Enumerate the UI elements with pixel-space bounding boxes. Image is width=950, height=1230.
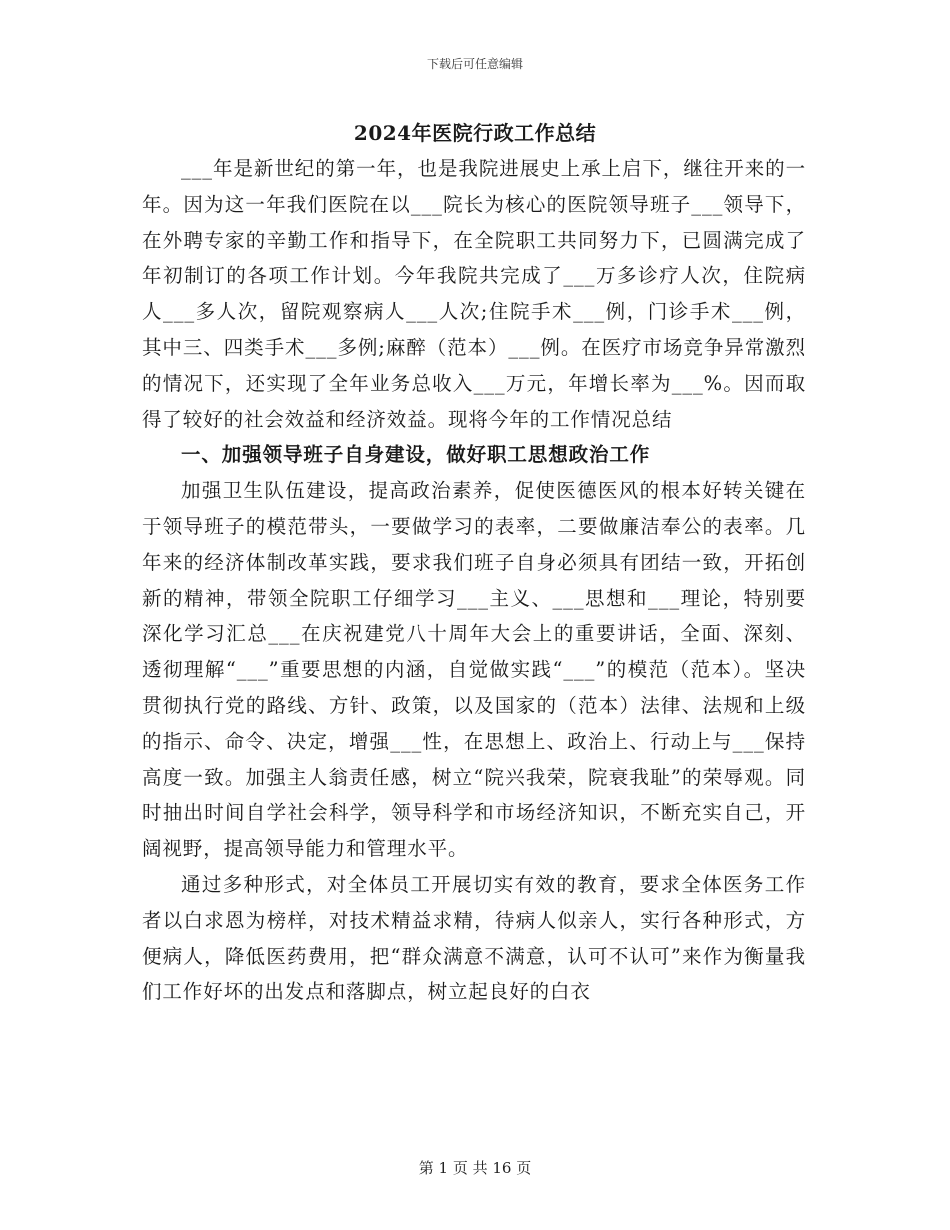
intro-paragraph: ___年是新世纪的第一年，也是我院进展史上承上启下，继往开来的一年。因为这一年我们医院在以___院长为核心的医院领导班子___领导下，在外聘专家的辛勤工作和指导下，在全院职工共同努力下，已圆满完成了年初制订的各项工作计划。今年我院共完成了___万多诊疗人次，住院病人___多人次，留院观察病人___人次;住院手术___例，门诊手术___例，其中三、四类手术___多例;麻醉（范本）___例。在医疗市场竞争异常激烈的情况下，还实现了全年业务总收入___万元，年增长率为___%。因而取得了较好的社会效益和经济效益。现将今年的工作情况总结 xyxy=(142,157,806,431)
section-1-heading: 一、加强领导班子自身建设，做好职工思想政治工作 xyxy=(181,443,651,467)
section-1-paragraph-2: 通过多种形式，对全体员工开展切实有效的教育，要求全体医务工作者以白求恩为榜样，对技术精益求精，待病人似亲人，实行各种形式，方便病人，降低医药费用，把“群众满意不满意，认可不认可”来作为衡量我们工作好坏的出发点和落脚点，树立起良好的白衣 xyxy=(142,872,806,1004)
section-1-paragraph-1: 加强卫生队伍建设，提高政治素养，促使医德医风的根本好转关键在于领导班子的模范带头，一要做学习的表率，二要做廉洁奉公的表率。几年来的经济体制改革实践，要求我们班子自身必须具有团结一致，开拓创新的精神，带领全院职工仔细学习___主义、___思想和___理论，特别要深化学习汇总___在庆祝建党八十周年大会上的重要讲话，全面、深刻、透彻理解“___”重要思想的内涵，自觉做实践“___”的模范（范本）。坚决贯彻执行党的路线、方针、政策，以及国家的（范本）法律、法规和上级的指示、命令、决定，增强___性，在思想上、政治上、行动上与___保持高度一致。加强主人翁责任感，树立“院兴我荣，院衰我耻”的荣辱观。同时抽出时间自学社会科学，领导科学和市场经济知识，不断充实自己，开阔视野，提高领导能力和管理水平。 xyxy=(142,479,806,861)
document-title: 2024年医院行政工作总结 xyxy=(353,121,597,145)
header-note: 下载后可任意编辑 xyxy=(426,57,523,71)
document-body xyxy=(142,151,806,1010)
page-number: 第 1 页 共 16 页 xyxy=(418,1159,532,1177)
